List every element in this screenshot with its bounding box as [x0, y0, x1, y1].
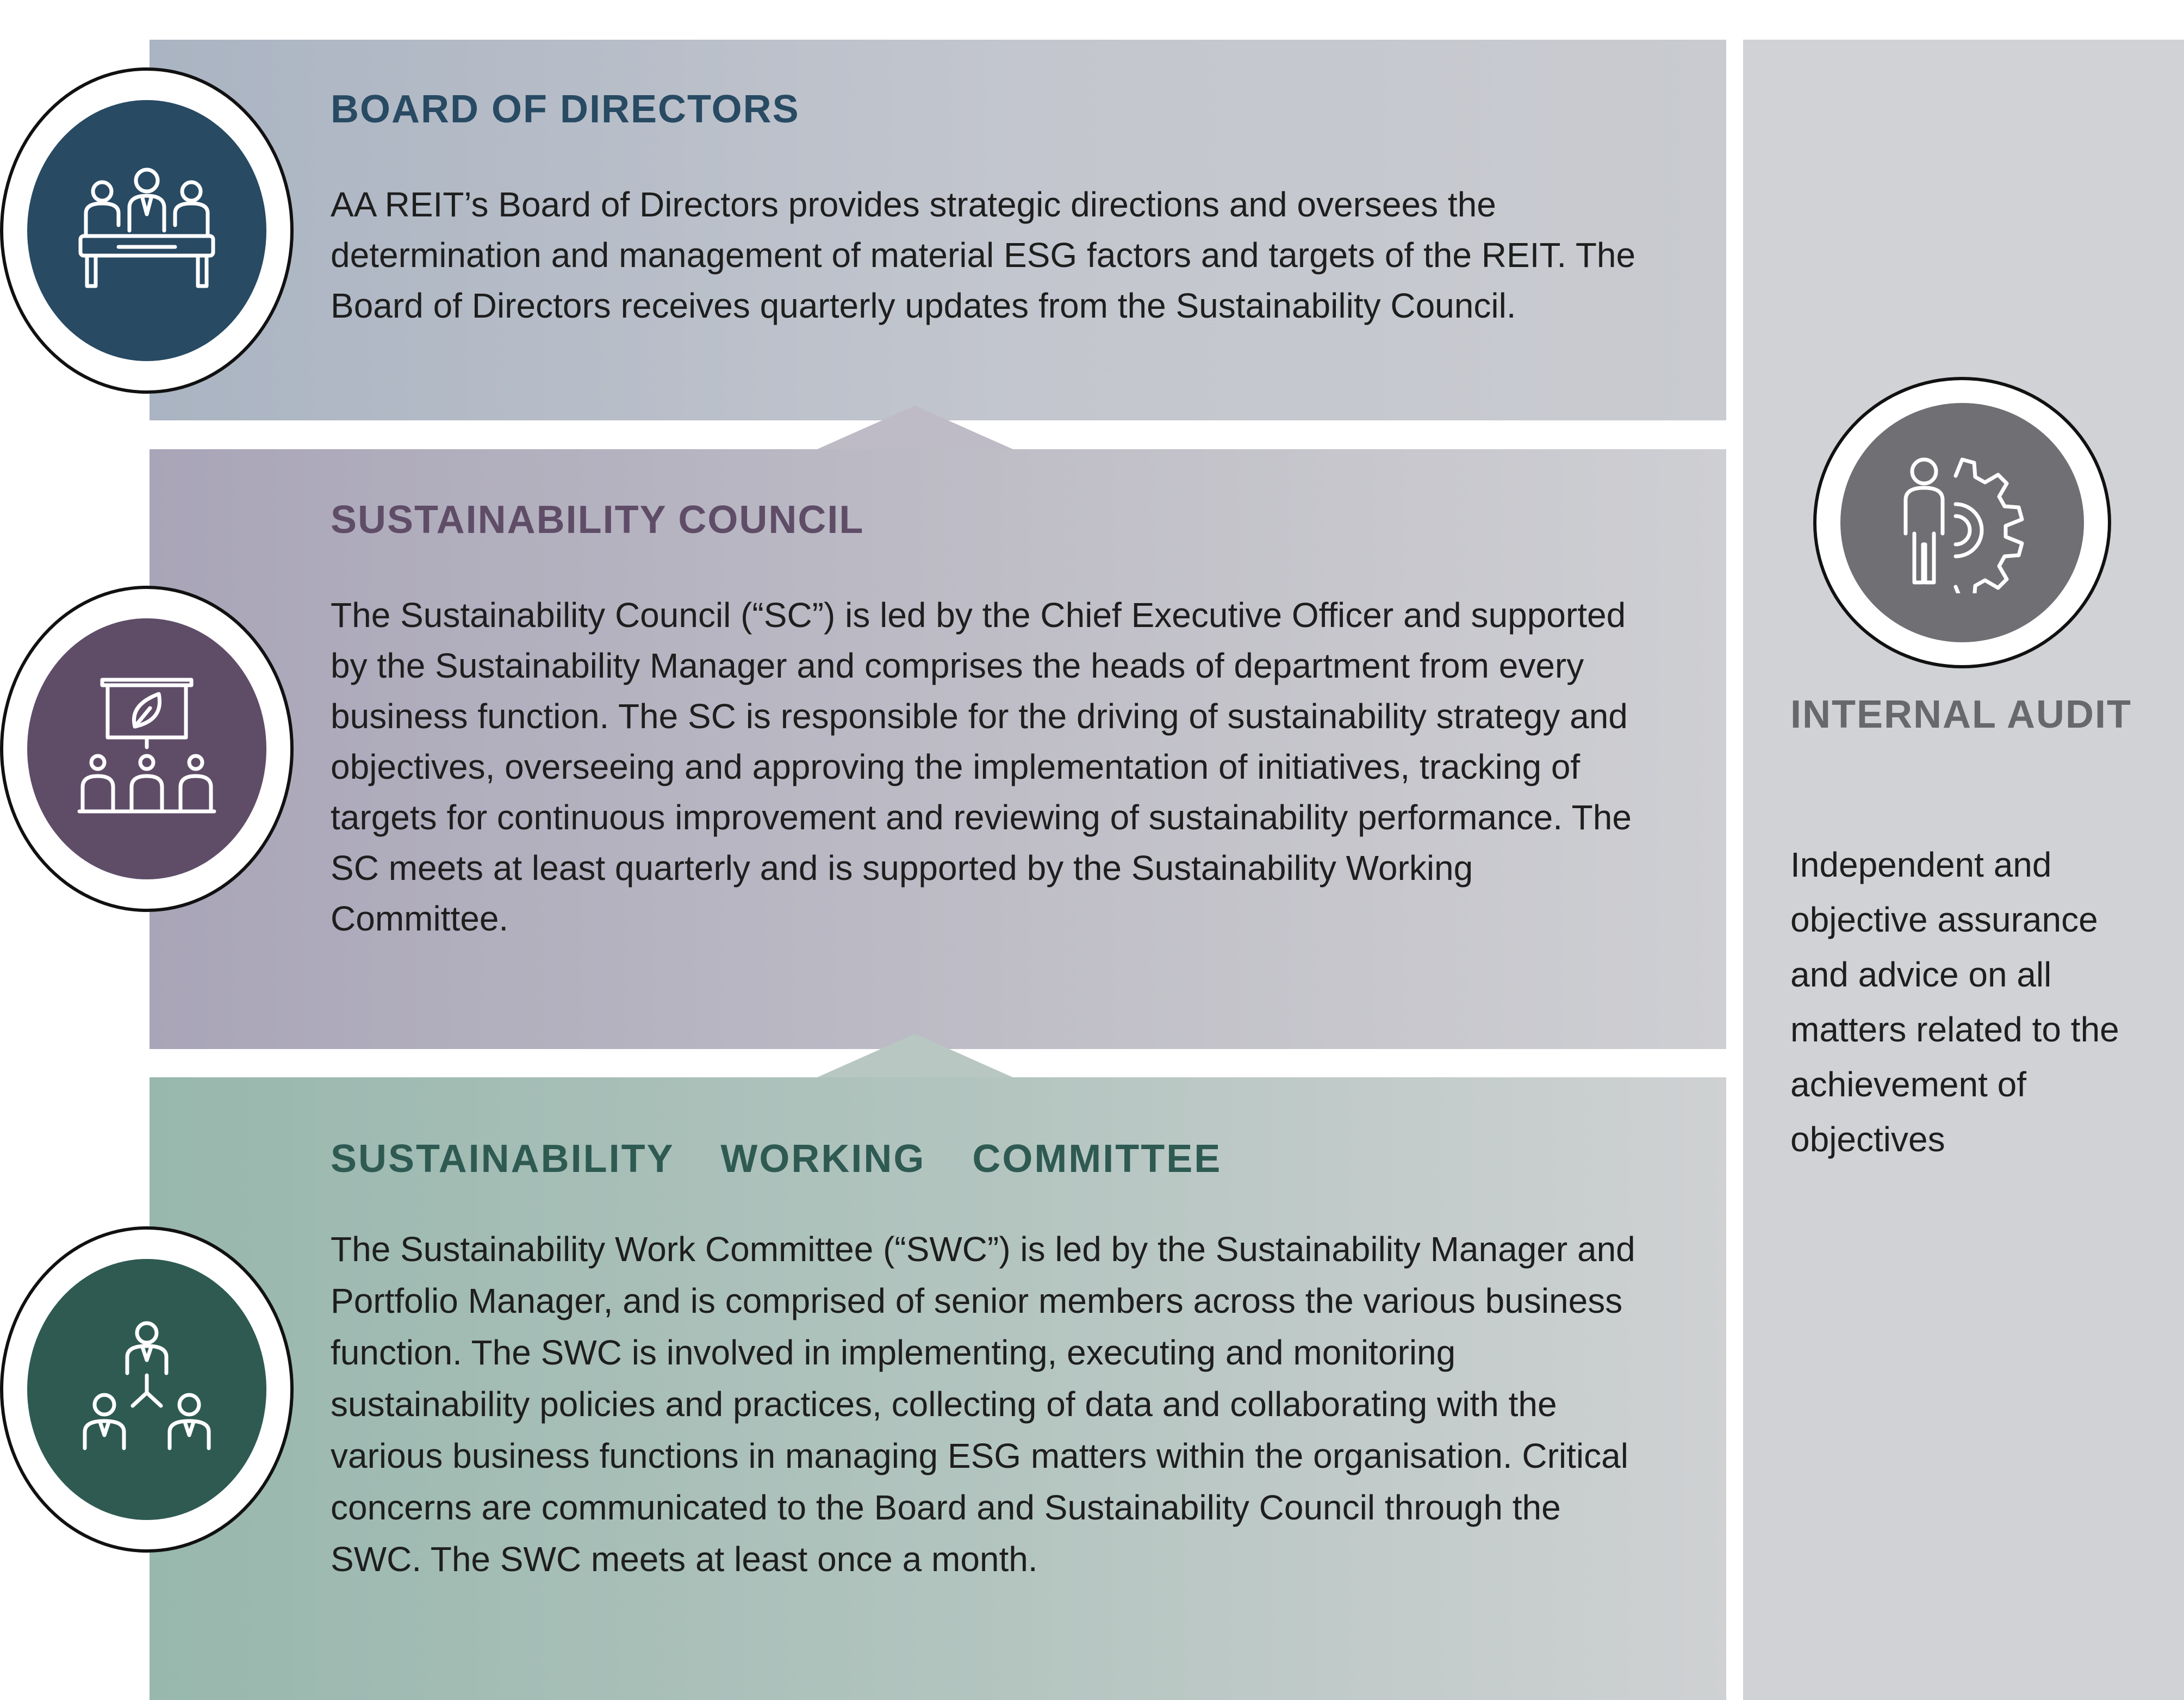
swc-icon-circle	[0, 1226, 294, 1553]
audit-title: INTERNAL AUDIT	[1790, 693, 2132, 736]
audit-icon-circle	[1813, 377, 2111, 668]
swc-title: SUSTAINABILITY WORKING COMMITTEE	[331, 1137, 1222, 1181]
audit-description: Independent and objective assurance and advice on all matters related to the achievement of objectives	[1790, 845, 2119, 1159]
council-connector-arrow	[817, 406, 1013, 449]
leaf-presentation-icon	[76, 675, 217, 822]
board-title: BOARD OF DIRECTORS	[331, 88, 800, 131]
board-icon-circle	[0, 67, 294, 394]
swc-connector-arrow	[817, 1034, 1013, 1077]
person-gear-icon	[1891, 452, 2033, 593]
team-hierarchy-icon	[76, 1319, 217, 1460]
board-description: AA REIT’s Board of Directors provides strategic directions and oversees the determination and management of material ESG factors and targets of the REIT. The Board of Directors receives quarterly updates from the Sustainability Council.	[331, 185, 1636, 325]
boardroom-meeting-icon	[71, 160, 223, 301]
swc-description: The Sustainability Work Committee (“SWC”) is led by the Sustainability Manager and Portfolio Manager, and is comprised of senior members across the various business function. The SWC is involved in implementing, executing and monitoring sustainability policies and practices, collecting of data and collaborating with the various business functions in managing ESG matters within the organisation. Critical concerns are communicated to the Board and Sustainability Council through the SWC. The SWC meets at least once a month.	[331, 1230, 1635, 1579]
council-title: SUSTAINABILITY COUNCIL	[331, 498, 864, 542]
council-icon-circle	[0, 586, 294, 912]
council-description: The Sustainability Council (“SC”) is led by the Chief Executive Officer and supported by the Sustainability Manager and comprises the heads of department from every business function. The SC is responsible for the driving of sustainability strategy and objectives, overseeing and approving the implementation of initiatives, tracking of targets for continuous improvement and reviewing of sustainability performance. The SC meets at least quarterly and is supported by the Sustainability Working Committee.	[331, 595, 1632, 938]
